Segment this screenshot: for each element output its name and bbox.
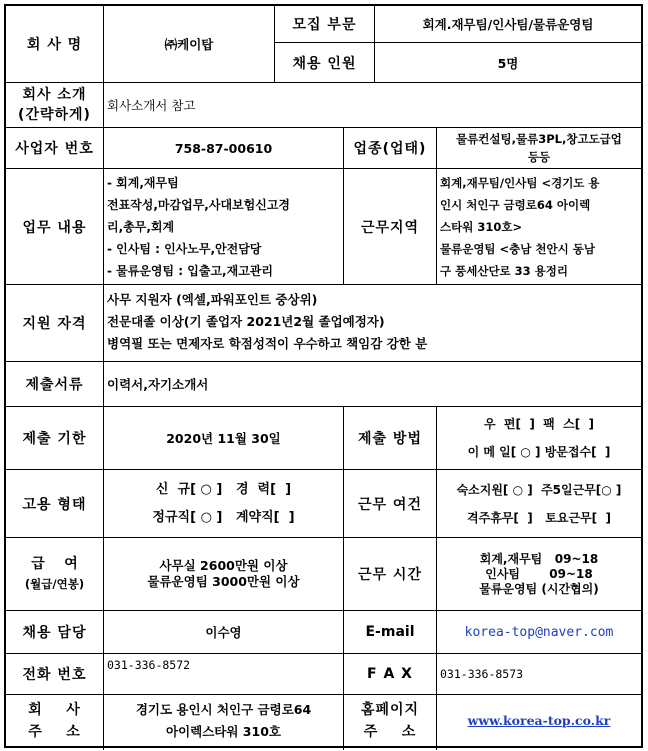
salary-label-line: (월급/연봉)	[24, 577, 85, 591]
documents-label: 제출서류	[25, 377, 84, 393]
employment-type-line: 정규직[ ○ ] 계약직[ ]	[152, 509, 295, 525]
company-name-label: 회 사 명	[26, 37, 83, 53]
location-line: 인시 처인구 금령로64 아이렉	[440, 197, 591, 212]
location-line: 스타워 310호>	[440, 219, 523, 234]
duty-value	[104, 169, 343, 284]
hours-line: 인사팀 09~18	[485, 566, 593, 581]
biz-no-label: 사업자 번호	[15, 141, 94, 157]
documents-value: 이력서,자기소개서	[107, 377, 209, 392]
industry-line: 물류컨설팅,물류3PL,창고도급업	[456, 132, 622, 146]
location-line: 회계,재무팀/인사팀 <경기도 용	[440, 175, 600, 190]
intro-label-line: 회사 소개	[22, 87, 87, 103]
manager-label: 채용 담당	[22, 625, 87, 641]
fax-label: F A X	[367, 666, 413, 682]
manager-value: 이수영	[205, 625, 242, 640]
industry-value	[437, 128, 641, 168]
qualification-line: 병역필 또는 면제자로 학점성적이 우수하고 책임감 강한 분	[107, 336, 428, 351]
location-label: 근무지역	[360, 219, 420, 236]
intro-label-line: (간략하게)	[18, 107, 91, 123]
biz-no-value: 758-87-00610	[174, 140, 273, 156]
location-value	[437, 169, 641, 284]
hours-value	[437, 538, 641, 610]
homepage-cell	[437, 695, 641, 746]
conditions-line: 격주휴무[ ] 토요근무[ ]	[467, 510, 611, 525]
salary-value	[104, 538, 343, 610]
fax-value: 031-336-8573	[440, 667, 524, 681]
email-link[interactable]: korea-top@naver.com	[464, 624, 614, 640]
hire-count-label: 채용 인원	[292, 55, 357, 72]
recruit-dept-label: 모집 부문	[292, 17, 357, 33]
hours-line: 회계,재무팀 09~18	[479, 551, 599, 566]
duty-line: 리,총무,회계	[107, 219, 175, 234]
address-value	[104, 695, 343, 746]
employment-type-value	[104, 470, 343, 537]
salary-label	[6, 538, 103, 610]
deadline-label: 제출 기한	[22, 431, 87, 447]
duty-line: - 회계,재무팀	[107, 175, 179, 190]
duty-line: 전표작성,마감업무,사대보험신고경	[107, 197, 290, 212]
duty-line: - 물류운영팀 : 입출고,재고관리	[107, 263, 273, 278]
hire-count-value: 5명	[497, 55, 519, 71]
method-line: 우 편[ ] 팩 스[ ]	[483, 417, 595, 431]
deadline-value: 2020년 11월 30일	[166, 431, 281, 446]
address-line: 아이렉스타워 310호	[166, 723, 281, 739]
employment-type-line: 신 규[ ○ ] 경 력[ ]	[155, 481, 292, 497]
conditions-value	[437, 470, 641, 537]
location-line: 물류운영팀 <충남 천안시 동남	[440, 241, 595, 256]
job-posting-form	[4, 4, 643, 748]
conditions-label: 근무 여건	[358, 496, 422, 513]
conditions-line: 숙소지원[ ○ ] 주5일근무[○ ]	[456, 482, 622, 497]
intro-value: 회사소개서 참고	[107, 98, 196, 113]
qualification-value	[104, 285, 641, 361]
address-line: 경기도 용인시 처인구 금령로64	[135, 701, 312, 717]
salary-line: 사무실 2600만원 이상	[159, 558, 288, 573]
qualification-line: 전문대졸 이상(기 졸업자 2021년2월 졸업예정자)	[107, 314, 385, 329]
duty-line: - 인사팀 : 인사노무,안전담당	[107, 241, 262, 256]
qualification-label: 지원 자격	[22, 316, 87, 332]
hours-label: 근무 시간	[358, 567, 422, 583]
location-line: 구 풍세산단로 33 용정리	[440, 263, 568, 278]
homepage-label-line: 주 소	[363, 723, 417, 740]
duty-label: 업무 내용	[22, 219, 87, 236]
homepage-label	[344, 695, 436, 746]
address-label-line: 주 소	[28, 723, 81, 740]
method-label: 제출 방법	[358, 431, 422, 447]
salary-label-line: 급 여	[31, 556, 78, 572]
method-value	[437, 407, 641, 469]
recruit-dept-value: 회계.재무팀/인사팀/물류운영팀	[422, 17, 594, 32]
employment-type-label: 고용 형태	[22, 496, 87, 513]
salary-line: 물류운영팀 3000만원 이상	[147, 574, 300, 589]
address-label-line: 회 사	[28, 701, 81, 718]
hours-line: 물류운영팀 (시간협의)	[479, 581, 599, 596]
qualification-line: 사무 지원자 (엑셀,파워포인트 중상위)	[107, 292, 318, 307]
phone-label: 전화 번호	[22, 667, 87, 683]
method-line: 이 메 일[ ○ ] 방문접수[ ]	[467, 445, 611, 459]
industry-line: 등등	[527, 150, 551, 164]
homepage-label-line: 홈페이지	[360, 701, 420, 718]
email-label: E-mail	[365, 624, 415, 640]
industry-label: 업종(업태)	[353, 141, 427, 157]
company-name-value: ㈜케이탑	[164, 37, 214, 52]
address-label	[6, 695, 103, 746]
phone-value: 031-336-8572	[107, 658, 191, 672]
homepage-link[interactable]: www.korea-top.co.kr	[467, 713, 611, 728]
intro-label	[6, 83, 103, 127]
